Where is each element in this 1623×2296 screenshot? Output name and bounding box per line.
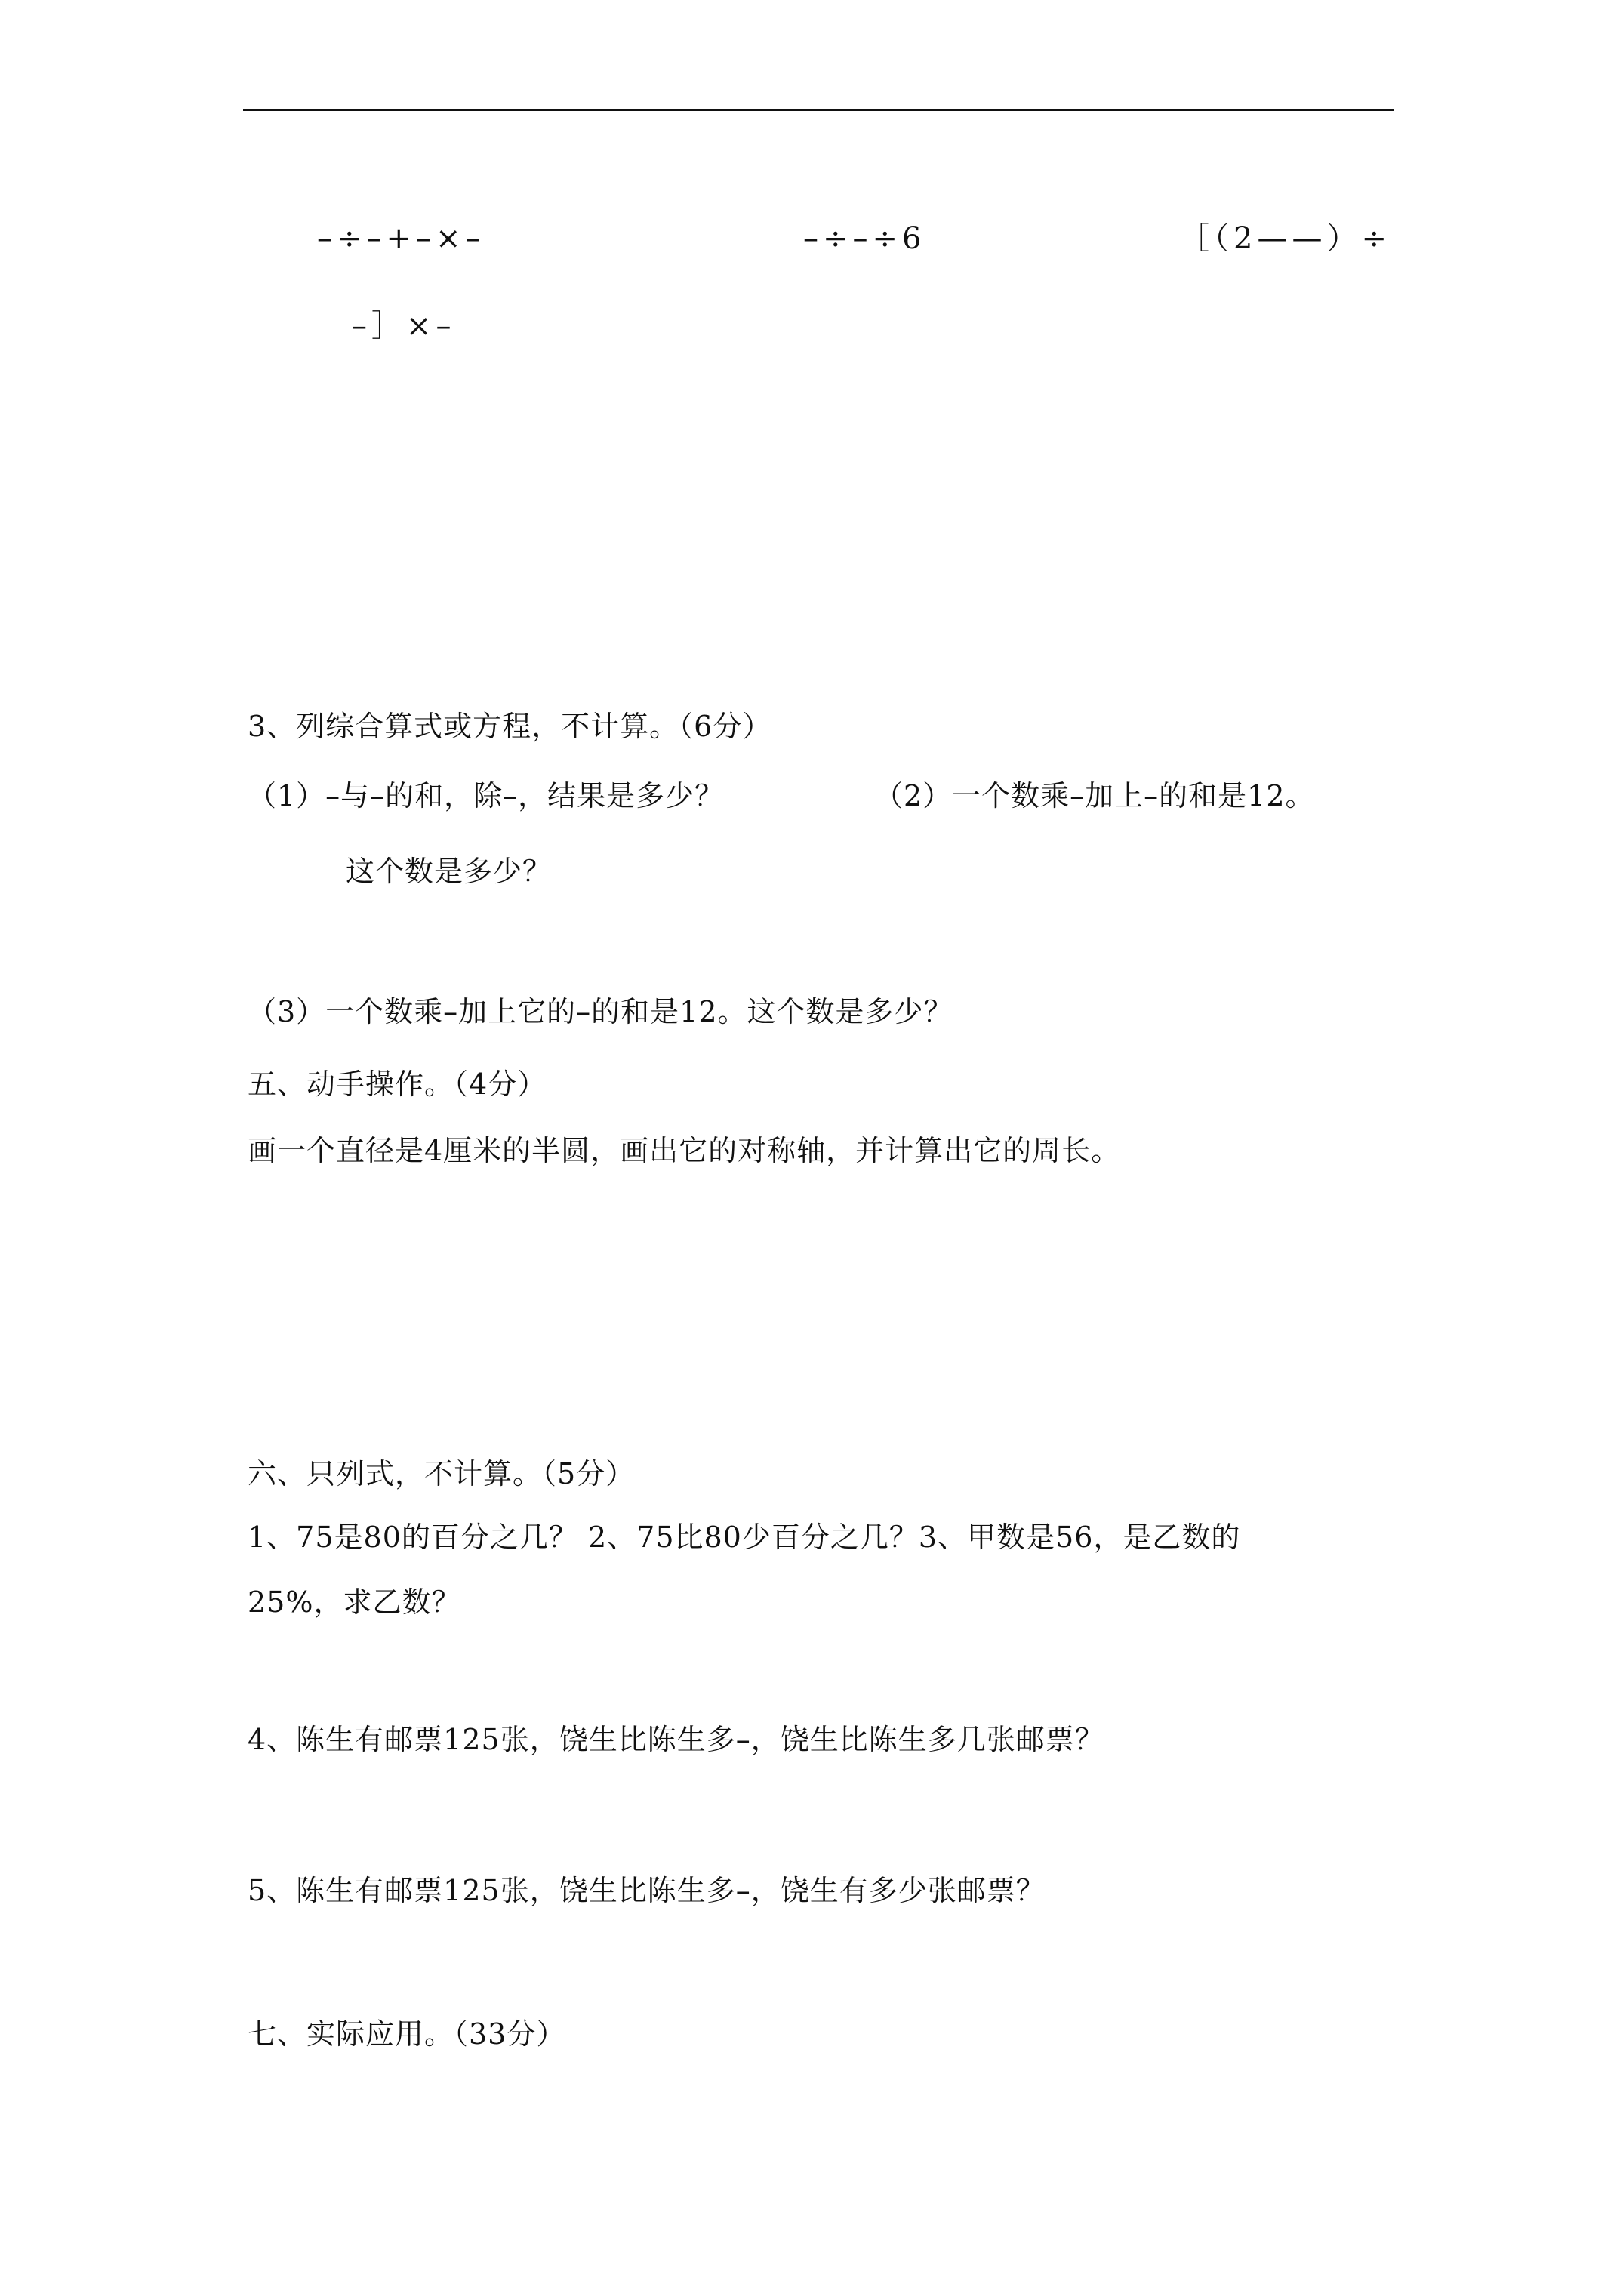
expression-c: ［（2——）÷ [1179,221,1391,256]
exercise-3-question-1: （1）–与–的和，除–，结果是多少？ [248,779,725,812]
expression-b: –÷–÷6 [803,221,926,256]
section-6-questions-1-3: 1、75是80的百分之几？ 2、75比80少百分之几？3、甲数是56，是乙数的 [248,1521,1241,1554]
section-5-heading: 五、动手操作。（4分） [248,1068,547,1101]
section-6-question-4: 4、陈生有邮票125张，饶生比陈生多–，饶生比陈生多几张邮票？ [248,1723,1104,1756]
header-rule [243,109,1394,111]
exercise-3-question-2-continued: 这个数是多少？ [346,855,553,888]
exercise-3-question-2: （2）一个数乘–加上–的和是12。 [874,779,1315,812]
section-6-question-5: 5、陈生有邮票125张，饶生比陈生多–，饶生有多少张邮票？ [248,1874,1046,1907]
section-6-heading: 六、只列式，不计算。（5分） [248,1457,636,1490]
section-5-task: 画一个直径是4厘米的半圆，画出它的对称轴，并计算出它的周长。 [248,1134,1121,1167]
exercise-3-heading: 3、列综合算式或方程，不计算。（6分） [248,710,772,743]
expression-a: –÷–+–×– [317,221,485,256]
section-7-heading: 七、实际应用。（33分） [248,2017,566,2051]
exercise-3-question-3: （3）一个数乘–加上它的–的和是12。这个数是多少？ [248,995,953,1028]
section-6-question-3-continued: 25%，求乙数？ [248,1586,461,1619]
expression-c-continued: –］×– [352,309,456,344]
